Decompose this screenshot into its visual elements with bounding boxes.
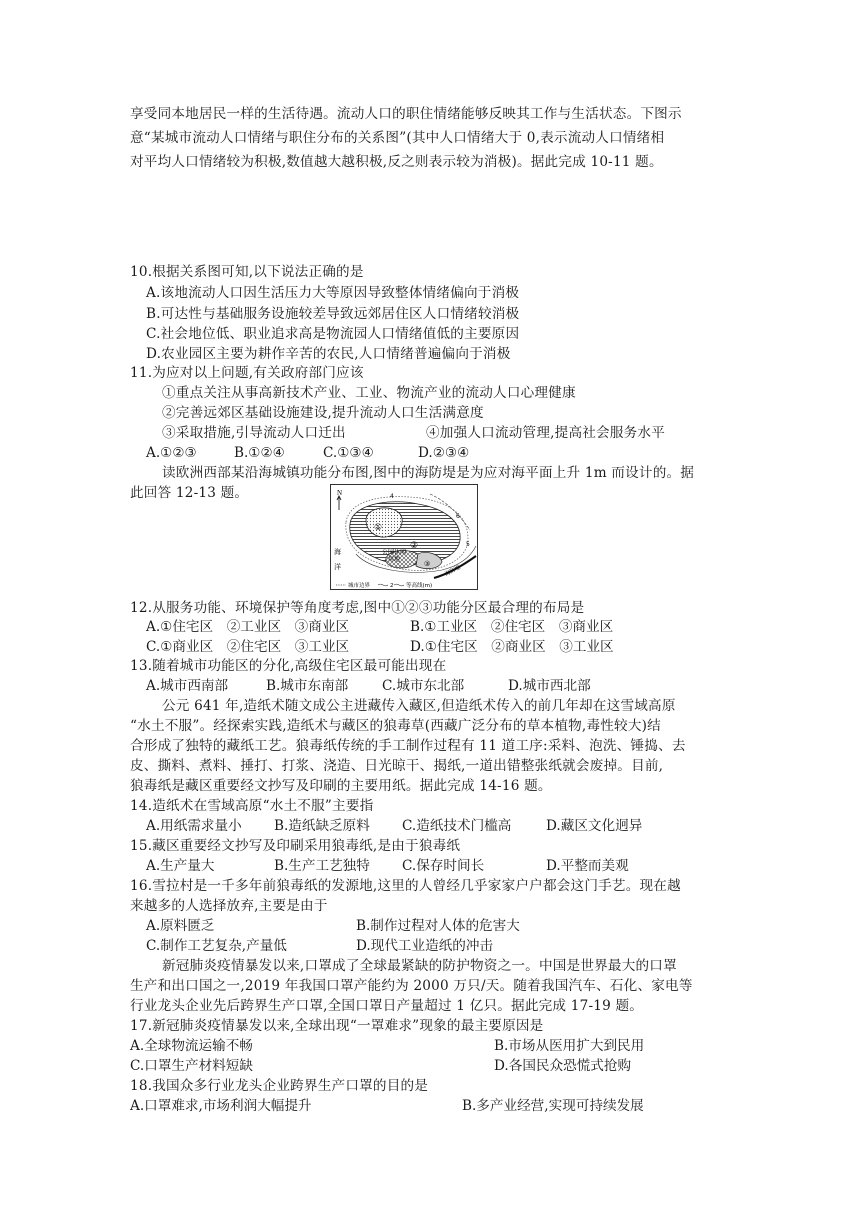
question-11-statement-2: ②完善远郊区基础设施建设,提升流动人口生活满意度 bbox=[162, 405, 484, 421]
question-11-stem: 11.为应对以上问题,有关政府部门应该 bbox=[130, 365, 364, 381]
question-15-option-b: B.生产工艺独特 bbox=[274, 858, 370, 874]
question-12-option-b: B.①工业区 ②住宅区 ③商业区 bbox=[410, 619, 614, 635]
question-15-option-d: D.平整而美观 bbox=[546, 858, 629, 874]
question-16-stem-1: 16.雪拉村是一千多年前狼毒纸的发源地,这里的人曾经几乎家家户户都会这门手艺。现在越 bbox=[130, 878, 681, 894]
question-16-option-c: C.制作工艺复杂,产量低 bbox=[146, 938, 287, 954]
question-10-stem: 10.根据关系图可知,以下说法正确的是 bbox=[130, 264, 364, 280]
park-label: 公园休闲 bbox=[382, 549, 407, 556]
question-16-stem-2: 来越多的人选择放弃,主要是由于 bbox=[130, 898, 328, 914]
question-12-stem: 12.从服务功能、环境保护等角度考虑,图中①②③功能分区最合理的布局是 bbox=[130, 600, 585, 616]
legend-contour-value: 2 bbox=[390, 583, 394, 589]
question-10-option-c: C.社会地位低、职业追求高是物流园人口情绪值低的主要原因 bbox=[146, 326, 520, 342]
question-17-option-c: C.口罩生产材料短缺 bbox=[130, 1058, 253, 1074]
question-16-option-d: D.现代工业造纸的冲击 bbox=[356, 938, 494, 954]
question-14-stem: 14.造纸术在雪域高原“水土不服”主要指 bbox=[130, 798, 374, 814]
question-11-option-a: A.①②③ bbox=[146, 445, 197, 461]
legend-contour-label: 等高线(m) bbox=[406, 583, 433, 589]
contour-value-4: 4 bbox=[390, 493, 394, 500]
question-13-option-b: B.城市东南部 bbox=[266, 678, 349, 694]
passage-17-19-line-1: 新冠肺炎疫情暴发以来,口罩成了全球最紧缺的防护物资之一。中国是世界最大的口罩 bbox=[162, 958, 677, 974]
passage-14-16-line-5: 狼毒纸是藏区重要经文抄写及印刷的主要用纸。据此完成 14-16 题。 bbox=[130, 778, 552, 794]
question-17-option-d: D.各国民众恐慌式抢购 bbox=[494, 1058, 632, 1074]
question-14-option-b: B.造纸缺乏原料 bbox=[274, 818, 370, 834]
question-17-stem: 17.新冠肺炎疫情暴发以来,全球出现“一罩难求”现象的最主要原因是 bbox=[130, 1018, 544, 1034]
zone-1-label: ① bbox=[374, 523, 383, 533]
sea-label-1: 海 bbox=[334, 548, 341, 556]
zone-1-area bbox=[366, 508, 402, 537]
coastal-town-function-map bbox=[330, 484, 478, 590]
contour-value-5: 5 bbox=[466, 541, 470, 548]
question-18-option-b: B.多产业经营,实现可持续发展 bbox=[462, 1098, 644, 1114]
question-17-option-a: A.全球物流运输不畅 bbox=[130, 1038, 253, 1054]
legend-boundary-label: 城市边界 bbox=[348, 583, 371, 589]
question-11-option-d: D.②③④ bbox=[418, 445, 470, 461]
sea-dike-label: 海防堤 bbox=[444, 564, 462, 578]
passage-12-13-line-1: 读欧洲西部某沿海城镇功能分布图,图中的海防堤是为应对海平面上升 1m 而设计的。据 bbox=[162, 465, 695, 481]
question-11-option-c: C.①③④ bbox=[323, 445, 374, 461]
passage-12-13-line-2: 此回答 12-13 题。 bbox=[130, 485, 249, 501]
question-13-stem: 13.随着城市功能区的分化,高级住宅区最可能出现在 bbox=[130, 658, 447, 674]
question-16-option-b: B.制作过程对人体的危害大 bbox=[356, 918, 520, 934]
intro-line-1: 享受同本地居民一样的生活待遇。流动人口的职住情绪能够反映其工作与生活状态。下图示 bbox=[130, 106, 682, 122]
sea-label-2: 洋 bbox=[334, 563, 341, 571]
question-16-option-a: A.原料匮乏 bbox=[146, 918, 215, 934]
question-12-option-c: C.①商业区 ②住宅区 ③工业区 bbox=[146, 639, 350, 655]
question-18-option-a: A.口罩难求,市场利润大幅提升 bbox=[130, 1098, 312, 1114]
question-14-option-c: C.造纸技术门槛高 bbox=[402, 818, 512, 834]
question-18-stem: 18.我国众多行业龙头企业跨界生产口罩的目的是 bbox=[130, 1078, 429, 1094]
question-11-option-b: B.①②④ bbox=[234, 445, 285, 461]
zone-3-label: ③ bbox=[424, 560, 431, 568]
park-label-2: 用地 bbox=[388, 556, 401, 563]
passage-17-19-line-2: 生产和出口国之一,2019 年我国口罩产能约为 2000 万只/天。随着我国汽车、石化、家电等 bbox=[130, 978, 693, 994]
question-11-statement-3: ③采取措施,引导流动人口迁出 bbox=[162, 425, 346, 441]
question-11-statement-1: ①重点关注从事高新技术产业、工业、物流产业的流动人口心理健康 bbox=[162, 385, 576, 401]
question-10-option-a: A.该地流动人口因生活压力大等原因导致整体情绪偏向于消极 bbox=[146, 285, 520, 301]
zone-2-label: ② bbox=[410, 541, 419, 551]
intro-line-3: 对平均人口情绪较为积极,数值越大越积极,反之则表示较为消极)。据此完成 10-11 题。 bbox=[130, 154, 663, 170]
question-13-option-c: C.城市东北部 bbox=[382, 678, 465, 694]
passage-14-16-line-4: 皮、撕料、煮料、捶打、打浆、浇造、日光晾干、揭纸,一道出错整张纸就会废掉。目前, bbox=[130, 758, 664, 774]
passage-17-19-line-3: 行业龙头企业先后跨界生产口罩,全国口罩日产量超过 1 亿只。据此完成 17-19 题。 bbox=[130, 998, 644, 1014]
passage-14-16-line-2: “水土不服”。经探索实践,造纸术与藏区的狼毒草(西藏广泛分布的草本植物,毒性较大)结 bbox=[130, 718, 661, 734]
question-10-option-b: B.可达性与基础服务设施较差导致远郊居住区人口情绪较消极 bbox=[146, 306, 520, 322]
passage-14-16-line-3: 合形成了独特的藏纸工艺。狼毒纸传统的手工制作过程有 11 道工序:采料、泡洗、锤捣、去 bbox=[130, 738, 686, 754]
question-13-option-a: A.城市西南部 bbox=[146, 678, 229, 694]
question-11-statement-4: ④加强人口流动管理,提高社会服务水平 bbox=[426, 425, 666, 441]
contour-value-6: 6 bbox=[456, 513, 460, 520]
question-10-option-d: D.农业园区主要为耕作辛苦的农民,人口情绪普遍偏向于消极 bbox=[146, 346, 511, 362]
passage-14-16-line-1: 公元 641 年,造纸术随文成公主进藏传入藏区,但造纸术传入的前几年却在这雪域高原 bbox=[162, 698, 676, 714]
question-15-option-a: A.生产量大 bbox=[146, 858, 215, 874]
question-17-option-b: B.市场从医用扩大到民用 bbox=[494, 1038, 645, 1054]
question-15-option-c: C.保存时间长 bbox=[402, 858, 485, 874]
question-14-option-d: D.藏区文化迥异 bbox=[546, 818, 643, 834]
question-14-option-a: A.用纸需求量小 bbox=[146, 818, 242, 834]
question-12-option-d: D.①住宅区 ②商业区 ③工业区 bbox=[410, 639, 614, 655]
north-label: N bbox=[337, 489, 343, 497]
intro-line-2: 意“某城市流动人口情绪与职住分布的关系图”(其中人口情绪大于 0,表示流动人口情绪相 bbox=[130, 130, 665, 146]
question-13-option-d: D.城市西北部 bbox=[508, 678, 591, 694]
question-15-stem: 15.藏区重要经文抄写及印刷采用狼毒纸,是由于狼毒纸 bbox=[130, 838, 461, 854]
question-12-option-a: A.①住宅区 ②工业区 ③商业区 bbox=[146, 619, 350, 635]
